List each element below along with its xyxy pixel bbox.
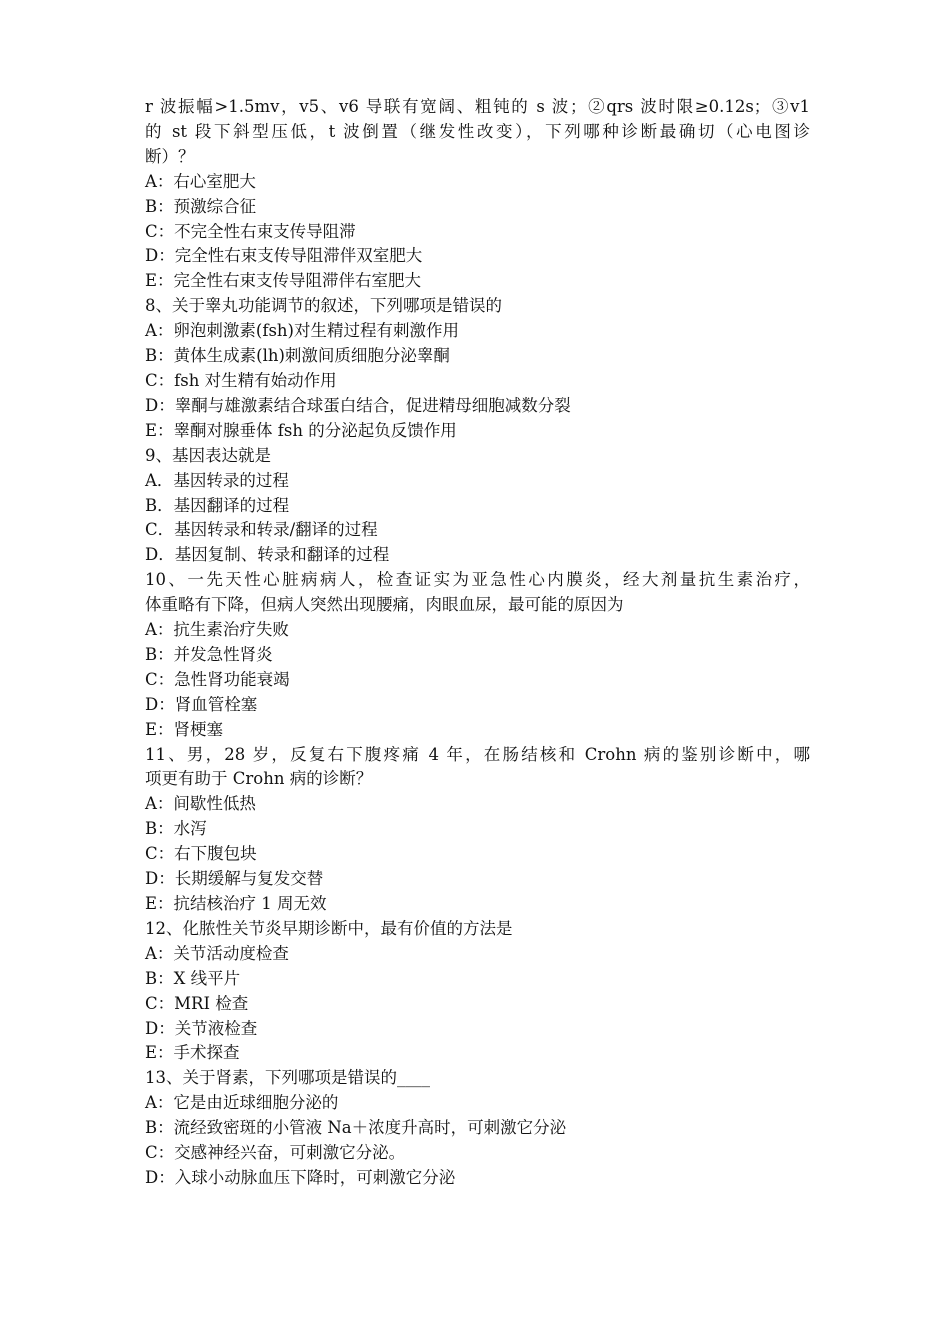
- text-line: A：抗生素治疗失败: [145, 620, 289, 640]
- document-text: [145, 95, 810, 1191]
- text-line: r 波振幅>1.5mv，v5、v6 导联有宽阔、粗钝的 s 波；②qrs 波时限≥0.12s；③v1: [145, 97, 810, 116]
- text-line: B：X 线平片: [145, 968, 241, 988]
- text-line: C：交感神经兴奋，可刺激它分泌。: [145, 1143, 406, 1163]
- text-line: C：急性肾功能衰竭: [145, 669, 290, 689]
- text-line: 8、关于睾丸功能调节的叙述，下列哪项是错误的: [145, 296, 502, 316]
- text-line: B．基因翻译的过程: [145, 495, 290, 515]
- text-line: E：手术探查: [145, 1043, 240, 1063]
- text-line: E：睾酮对腺垂体 fsh 的分泌起负反馈作用: [145, 420, 457, 440]
- text-line: 的 st 段下斜型压低，t 波倒置（继发性改变），下列哪种诊断最确切（心电图诊: [145, 121, 810, 141]
- text-line: 12、化脓性关节炎早期诊断中，最有价值的方法是: [145, 918, 513, 938]
- text-line: E：完全性右束支传导阻滞伴右室肥大: [145, 271, 422, 291]
- document-page: [145, 95, 810, 1191]
- text-line: B：并发急性肾炎: [145, 644, 273, 664]
- text-line: B：流经致密斑的小管液 Na＋浓度升高时，可刺激它分泌: [145, 1118, 567, 1138]
- text-line: 13、关于肾素，下列哪项是错误的____: [145, 1068, 430, 1088]
- text-line: 11、男，28 岁，反复右下腹疼痛 4 年，在肠结核和 Crohn 病的鉴别诊断中，哪: [145, 744, 810, 764]
- text-line: B：黄体生成素(lh)刺激间质细胞分泌睾酮: [145, 346, 450, 366]
- text-line: D：长期缓解与复发交替: [145, 869, 324, 889]
- text-line: A：它是由近球细胞分泌的: [145, 1093, 339, 1113]
- text-line: A．基因转录的过程: [145, 470, 289, 490]
- text-line: E：肾梗塞: [145, 719, 224, 739]
- text-line: C：fsh 对生精有始动作用: [145, 370, 337, 390]
- text-line: D：关节液检查: [145, 1018, 258, 1038]
- text-line: D：入球小动脉血压下降时，可刺激它分泌: [145, 1167, 456, 1187]
- text-line: D．基因复制、转录和翻译的过程: [145, 545, 390, 565]
- text-line: C：不完全性右束支传导阻滞: [145, 221, 356, 241]
- text-line: A：间歇性低热: [145, 794, 256, 814]
- text-line: D：肾血管栓塞: [145, 694, 258, 714]
- text-line: A：关节活动度检查: [145, 943, 289, 963]
- text-line: 断）？: [145, 146, 195, 166]
- text-line: B：预激综合征: [145, 196, 257, 216]
- text-line: A：右心室肥大: [145, 171, 256, 191]
- text-line: A：卵泡刺激素(fsh)对生精过程有刺激作用: [145, 321, 459, 341]
- text-line: D：睾酮与雄激素结合球蛋白结合，促进精母细胞减数分裂: [145, 395, 571, 415]
- text-line: 10、一先天性心脏病病人，检查证实为亚急性心内膜炎，经大剂量抗生素治疗，: [145, 570, 810, 590]
- text-line: E：抗结核治疗 1 周无效: [145, 894, 327, 913]
- text-line: 项更有助于 Crohn 病的诊断？: [145, 769, 373, 789]
- text-line: C：右下腹包块: [145, 844, 257, 864]
- text-line: 9、基因表达就是: [145, 445, 271, 465]
- text-line: C．基因转录和转录/翻译的过程: [145, 520, 378, 540]
- text-line: 体重略有下降，但病人突然出现腰痛，肉眼血尿，最可能的原因为: [145, 595, 624, 615]
- text-line: B：水泻: [145, 819, 207, 839]
- text-line: C：MRI 检查: [145, 993, 249, 1013]
- text-line: D：完全性右束支传导阻滞伴双室肥大: [145, 246, 423, 266]
